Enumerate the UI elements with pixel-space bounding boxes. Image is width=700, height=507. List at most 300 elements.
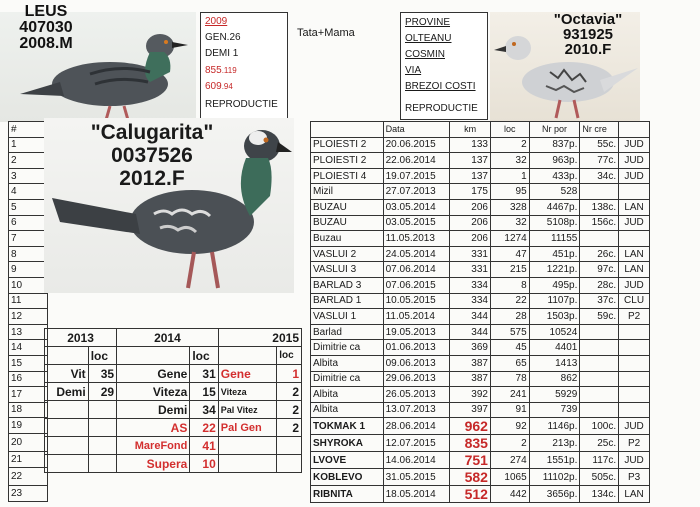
race-nr-cre: 138c. xyxy=(580,199,619,215)
stat-2013-loc xyxy=(88,419,116,437)
dam-info-line-2: OLTEANU xyxy=(405,33,452,44)
sire-year-sex: 2008.M xyxy=(19,35,73,52)
stat-2013-label: Demi xyxy=(45,383,89,401)
stat-2013-label xyxy=(45,419,89,437)
race-nr-por: 11102p. xyxy=(529,469,580,486)
dam-caption xyxy=(538,12,638,57)
race-loc: 32 xyxy=(490,215,529,231)
race-header-row xyxy=(311,122,650,138)
race-date: 09.06.2013 xyxy=(383,355,450,371)
race-category: P2 xyxy=(619,309,650,325)
race-category: P3 xyxy=(619,469,650,486)
stats-row xyxy=(45,455,302,473)
race-loc: 328 xyxy=(490,199,529,215)
race-loc: 1 xyxy=(490,168,529,184)
race-loc: 92 xyxy=(490,418,529,435)
race-name: Albita xyxy=(311,402,384,418)
stat-2015-label xyxy=(218,455,276,473)
race-nr-cre: 505c. xyxy=(580,469,619,486)
stats-loc-row xyxy=(45,347,302,365)
race-category xyxy=(619,231,650,247)
race-nr-por: 1107p. xyxy=(529,293,580,309)
race-date: 07.06.2014 xyxy=(383,262,450,278)
race-nr-por: 10524 xyxy=(529,324,580,340)
sire-score1-value: 855 xyxy=(205,65,222,76)
race-results-table xyxy=(310,121,650,503)
race-category: LAN xyxy=(619,486,650,503)
dam-year-sex: 2010.F xyxy=(564,41,612,58)
stat-2013-label xyxy=(45,455,89,473)
race-nr-por: 495p. xyxy=(529,277,580,293)
table-row xyxy=(311,452,650,469)
col-header-race xyxy=(311,122,384,138)
race-km: 334 xyxy=(450,293,491,309)
table-row xyxy=(311,418,650,435)
row-number-row xyxy=(9,371,48,387)
race-date: 31.05.2015 xyxy=(383,469,450,486)
race-date: 19.07.2015 xyxy=(383,168,450,184)
race-loc: 28 xyxy=(490,309,529,325)
race-category xyxy=(619,355,650,371)
stat-2015-label: Pal Vitez xyxy=(218,401,276,419)
race-km: 133 xyxy=(450,137,491,153)
stat-2014-label: Demi xyxy=(117,401,190,419)
race-date: 22.06.2014 xyxy=(383,153,450,169)
race-nr-cre: 55c. xyxy=(580,137,619,153)
col-header-km: km xyxy=(450,122,491,138)
race-loc: 241 xyxy=(490,387,529,403)
stat-2015-loc: 1 xyxy=(277,365,302,383)
race-name: Mizil xyxy=(311,184,384,200)
row-number: 8 xyxy=(9,246,48,262)
race-category: JUD xyxy=(619,452,650,469)
race-nr-cre: 28c. xyxy=(580,277,619,293)
stat-2015-label: Gene xyxy=(218,365,276,383)
table-row xyxy=(311,184,650,200)
race-nr-cre: 156c. xyxy=(580,215,619,231)
stat-2014-loc: 34 xyxy=(190,401,218,419)
row-number: 22 xyxy=(9,468,48,486)
race-nr-cre xyxy=(580,371,619,387)
stat-2014-label: Supera xyxy=(117,455,190,473)
race-km: 751 xyxy=(450,452,491,469)
stats-table xyxy=(44,328,302,473)
race-km: 387 xyxy=(450,355,491,371)
pigeon-main-image xyxy=(44,118,294,293)
race-category: JUD xyxy=(619,277,650,293)
row-number: 11 xyxy=(9,293,48,309)
row-number-row xyxy=(9,246,48,262)
race-nr-cre xyxy=(580,402,619,418)
dam-photo xyxy=(490,12,640,122)
race-km: 835 xyxy=(450,435,491,452)
race-nr-por: 451p. xyxy=(529,246,580,262)
row-number: 19 xyxy=(9,418,48,434)
row-number-row xyxy=(9,355,48,371)
row-number-row xyxy=(9,309,48,325)
stat-2015-loc: 2 xyxy=(277,401,302,419)
row-number: 12 xyxy=(9,309,48,325)
race-loc: 22 xyxy=(490,293,529,309)
race-date: 12.07.2015 xyxy=(383,435,450,452)
race-nr-por: 213p. xyxy=(529,435,580,452)
race-category xyxy=(619,340,650,356)
race-nr-por: 739 xyxy=(529,402,580,418)
row-number-row xyxy=(9,215,48,231)
table-row xyxy=(311,340,650,356)
stat-2014-loc: 22 xyxy=(190,419,218,437)
table-row xyxy=(311,309,650,325)
row-number: 3 xyxy=(9,168,48,184)
race-category xyxy=(619,371,650,387)
race-km: 331 xyxy=(450,246,491,262)
race-km: 206 xyxy=(450,215,491,231)
main-bird-photo xyxy=(44,118,294,293)
race-nr-cre: 37c. xyxy=(580,293,619,309)
col-header-category xyxy=(619,122,650,138)
row-number-row xyxy=(9,199,48,215)
sire-info-box xyxy=(200,12,288,120)
race-loc: 65 xyxy=(490,355,529,371)
row-number: 17 xyxy=(9,387,48,403)
dam-info-box xyxy=(400,12,488,120)
sire-info-demi: DEMI 1 xyxy=(205,48,239,59)
main-bird-year-sex: 2012.F xyxy=(119,167,185,190)
race-name: PLOIESTI 4 xyxy=(311,168,384,184)
race-nr-por: 1146p. xyxy=(529,418,580,435)
row-number-row xyxy=(9,153,48,169)
stat-2014-loc: 31 xyxy=(190,365,218,383)
sire-info-score1 xyxy=(205,65,237,76)
dam-info-line-5: BREZOI COSTI xyxy=(405,81,476,92)
race-category: JUD xyxy=(619,215,650,231)
table-row xyxy=(311,486,650,503)
race-km: 137 xyxy=(450,153,491,169)
table-row xyxy=(311,246,650,262)
race-km: 331 xyxy=(450,262,491,278)
row-number-row xyxy=(9,277,48,293)
stat-2013-label: Vit xyxy=(45,365,89,383)
table-row xyxy=(311,168,650,184)
row-number-row xyxy=(9,387,48,403)
sire-score2-sub: .94 xyxy=(221,82,233,91)
race-nr-cre: 117c. xyxy=(580,452,619,469)
race-name: RIBNITA xyxy=(311,486,384,503)
race-loc: 1065 xyxy=(490,469,529,486)
race-date: 10.05.2015 xyxy=(383,293,450,309)
race-nr-cre: 26c. xyxy=(580,246,619,262)
row-number-row xyxy=(9,184,48,200)
race-nr-por: 5929 xyxy=(529,387,580,403)
sire-info-score2 xyxy=(205,81,233,92)
row-number-row xyxy=(9,293,48,309)
race-name: TOKMAK 1 xyxy=(311,418,384,435)
stats-year-2015: 2015 xyxy=(218,329,301,347)
race-date: 03.05.2015 xyxy=(383,215,450,231)
table-row xyxy=(311,199,650,215)
race-km: 206 xyxy=(450,199,491,215)
stats-row xyxy=(45,365,302,383)
race-date: 13.07.2013 xyxy=(383,402,450,418)
race-date: 19.05.2013 xyxy=(383,324,450,340)
race-name: Albita xyxy=(311,355,384,371)
dam-info-line-4: VIA xyxy=(405,65,422,76)
dam-info-line-1: PROVINE xyxy=(405,17,451,28)
race-name: BARLAD 3 xyxy=(311,277,384,293)
row-number-row xyxy=(9,468,48,486)
race-category xyxy=(619,387,650,403)
table-row xyxy=(311,137,650,153)
row-number-row xyxy=(9,418,48,434)
stats-row xyxy=(45,437,302,455)
stats-loc-2014: loc xyxy=(190,347,218,365)
race-name: VASLUI 3 xyxy=(311,262,384,278)
stat-2015-label: Pal Gen xyxy=(218,419,276,437)
stat-2015-loc: 2 xyxy=(277,383,302,401)
row-number: 5 xyxy=(9,199,48,215)
race-nr-por: 862 xyxy=(529,371,580,387)
sire-caption xyxy=(6,3,86,52)
race-name: PLOIESTI 2 xyxy=(311,153,384,169)
row-number: 21 xyxy=(9,452,48,468)
race-loc: 8 xyxy=(490,277,529,293)
race-category: LAN xyxy=(619,262,650,278)
race-category: JUD xyxy=(619,168,650,184)
race-loc: 95 xyxy=(490,184,529,200)
stats-row xyxy=(45,401,302,419)
race-category: LAN xyxy=(619,246,650,262)
race-loc: 575 xyxy=(490,324,529,340)
row-number-row xyxy=(9,486,48,502)
row-number-row xyxy=(9,137,48,153)
sire-score1-sub: .119 xyxy=(221,66,237,75)
stat-2014-label: Viteza xyxy=(117,383,190,401)
race-nr-por: 4401 xyxy=(529,340,580,356)
race-category xyxy=(619,402,650,418)
sire-info-role: REPRODUCTIE xyxy=(205,99,278,110)
race-name: BARLAD 1 xyxy=(311,293,384,309)
race-nr-por: 528 xyxy=(529,184,580,200)
table-row xyxy=(311,262,650,278)
race-category: LAN xyxy=(619,199,650,215)
race-loc: 2 xyxy=(490,137,529,153)
stat-2014-label: MareFond xyxy=(117,437,190,455)
race-nr-cre: 59c. xyxy=(580,309,619,325)
stats-row xyxy=(45,383,302,401)
race-name: BUZAU xyxy=(311,215,384,231)
race-date: 14.06.2014 xyxy=(383,452,450,469)
stat-2013-loc xyxy=(88,437,116,455)
race-name: VASLUI 1 xyxy=(311,309,384,325)
sire-info-gen: GEN.26 xyxy=(205,32,241,43)
sire-photo xyxy=(0,3,196,122)
race-date: 11.05.2013 xyxy=(383,231,450,247)
row-number: 23 xyxy=(9,486,48,502)
race-nr-cre: 34c. xyxy=(580,168,619,184)
stat-2013-loc: 29 xyxy=(88,383,116,401)
race-name: Dimitrie ca xyxy=(311,371,384,387)
race-nr-por: 11155 xyxy=(529,231,580,247)
race-km: 512 xyxy=(450,486,491,503)
race-category: P2 xyxy=(619,435,650,452)
stat-2014-label: AS xyxy=(117,419,190,437)
sire-name: LEUS xyxy=(24,3,68,20)
race-date: 29.06.2013 xyxy=(383,371,450,387)
race-name: PLOIESTI 2 xyxy=(311,137,384,153)
rownum-header: # xyxy=(9,122,48,138)
stat-2013-loc xyxy=(88,401,116,419)
col-header-nr-cre: Nr cre xyxy=(580,122,619,138)
race-nr-cre xyxy=(580,324,619,340)
race-km: 397 xyxy=(450,402,491,418)
race-date: 18.05.2014 xyxy=(383,486,450,503)
row-number: 13 xyxy=(9,324,48,340)
race-nr-por: 433p. xyxy=(529,168,580,184)
table-row xyxy=(311,231,650,247)
race-nr-por: 837p. xyxy=(529,137,580,153)
race-name: Barlad xyxy=(311,324,384,340)
table-row xyxy=(311,355,650,371)
race-km: 206 xyxy=(450,231,491,247)
row-number-column xyxy=(8,121,48,502)
race-date: 27.07.2013 xyxy=(383,184,450,200)
row-number-row xyxy=(9,402,48,418)
race-nr-por: 1551p. xyxy=(529,452,580,469)
stat-2013-loc xyxy=(88,455,116,473)
row-number-row xyxy=(9,231,48,247)
parents-label: Tata+Mama xyxy=(297,27,355,39)
stat-2014-label: Gene xyxy=(117,365,190,383)
table-row xyxy=(311,435,650,452)
row-number-row xyxy=(9,262,48,278)
row-number: 14 xyxy=(9,340,48,356)
dam-info-role: REPRODUCTIE xyxy=(405,103,478,114)
col-header-loc: loc xyxy=(490,122,529,138)
stat-2013-label xyxy=(45,437,89,455)
race-loc: 47 xyxy=(490,246,529,262)
race-loc: 45 xyxy=(490,340,529,356)
stats-year-2014: 2014 xyxy=(117,329,219,347)
race-category: JUD xyxy=(619,153,650,169)
dam-info-line-3: COSMIN xyxy=(405,49,445,60)
row-number: 15 xyxy=(9,355,48,371)
race-nr-cre xyxy=(580,231,619,247)
race-loc: 442 xyxy=(490,486,529,503)
race-nr-cre xyxy=(580,387,619,403)
race-nr-por: 1503p. xyxy=(529,309,580,325)
race-nr-por: 4467p. xyxy=(529,199,580,215)
race-km: 387 xyxy=(450,371,491,387)
row-number-row xyxy=(9,324,48,340)
race-name: Albita xyxy=(311,387,384,403)
race-name: VASLUI 2 xyxy=(311,246,384,262)
stat-2015-label xyxy=(218,437,276,455)
race-nr-por: 3656p. xyxy=(529,486,580,503)
race-date: 20.06.2015 xyxy=(383,137,450,153)
race-date: 28.06.2014 xyxy=(383,418,450,435)
table-row xyxy=(311,469,650,486)
race-km: 369 xyxy=(450,340,491,356)
race-km: 392 xyxy=(450,387,491,403)
sire-ring: 407030 xyxy=(19,19,73,36)
race-nr-por: 5108p. xyxy=(529,215,580,231)
row-number: 1 xyxy=(9,137,48,153)
race-nr-por: 963p. xyxy=(529,153,580,169)
race-date: 07.06.2015 xyxy=(383,277,450,293)
race-nr-cre xyxy=(580,355,619,371)
race-loc: 2 xyxy=(490,435,529,452)
race-name: LVOVE xyxy=(311,452,384,469)
race-name: Buzau xyxy=(311,231,384,247)
col-header-date: Data xyxy=(383,122,450,138)
dam-ring: 931925 xyxy=(562,26,614,43)
race-name: BUZAU xyxy=(311,199,384,215)
stat-2015-loc xyxy=(277,437,302,455)
race-category xyxy=(619,184,650,200)
race-km: 344 xyxy=(450,324,491,340)
row-number-row xyxy=(9,434,48,452)
table-row xyxy=(311,387,650,403)
stats-loc-2015: loc xyxy=(277,347,302,365)
race-name: SHYROKA xyxy=(311,435,384,452)
row-number-row xyxy=(9,452,48,468)
stats-row xyxy=(45,419,302,437)
race-loc: 1274 xyxy=(490,231,529,247)
row-number: 9 xyxy=(9,262,48,278)
main-bird-ring: 0037526 xyxy=(111,144,193,167)
row-number-row xyxy=(9,340,48,356)
race-nr-cre: 134c. xyxy=(580,486,619,503)
stat-2014-loc: 10 xyxy=(190,455,218,473)
race-date: 03.05.2014 xyxy=(383,199,450,215)
race-km: 334 xyxy=(450,277,491,293)
race-category: JUD xyxy=(619,418,650,435)
race-category xyxy=(619,324,650,340)
row-number: 6 xyxy=(9,215,48,231)
race-category: CLU xyxy=(619,293,650,309)
race-nr-cre: 77c. xyxy=(580,153,619,169)
row-number: 4 xyxy=(9,184,48,200)
stat-2013-loc: 35 xyxy=(88,365,116,383)
race-nr-cre xyxy=(580,184,619,200)
table-row xyxy=(311,324,650,340)
table-row xyxy=(311,293,650,309)
stat-2015-loc xyxy=(277,455,302,473)
table-row xyxy=(311,402,650,418)
table-row xyxy=(311,371,650,387)
race-nr-cre: 97c. xyxy=(580,262,619,278)
race-loc: 78 xyxy=(490,371,529,387)
race-date: 11.05.2014 xyxy=(383,309,450,325)
row-number: 18 xyxy=(9,402,48,418)
race-loc: 215 xyxy=(490,262,529,278)
race-nr-cre: 100c. xyxy=(580,418,619,435)
stat-2015-loc: 2 xyxy=(277,419,302,437)
race-name: KOBLEVO xyxy=(311,469,384,486)
stat-2014-loc: 15 xyxy=(190,383,218,401)
race-date: 26.05.2013 xyxy=(383,387,450,403)
race-km: 344 xyxy=(450,309,491,325)
table-row xyxy=(311,215,650,231)
row-number-row xyxy=(9,168,48,184)
race-loc: 274 xyxy=(490,452,529,469)
race-km: 175 xyxy=(450,184,491,200)
race-nr-por: 1413 xyxy=(529,355,580,371)
sire-score2-value: 609 xyxy=(205,81,222,92)
race-loc: 91 xyxy=(490,402,529,418)
stats-loc-2013: loc xyxy=(88,347,116,365)
stat-2015-label: Viteza xyxy=(218,383,276,401)
